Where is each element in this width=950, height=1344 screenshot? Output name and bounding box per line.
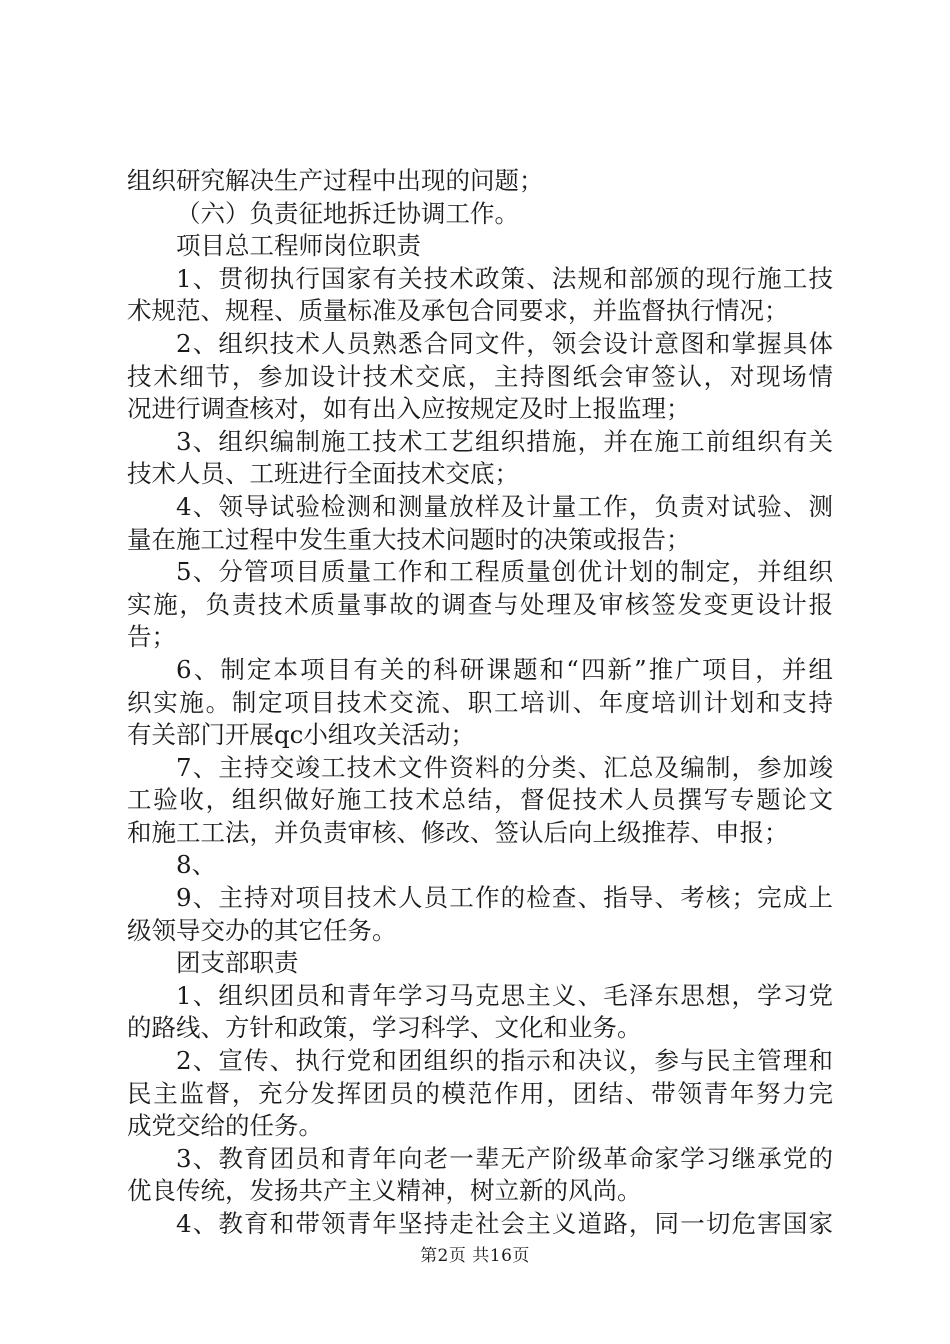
text-line: 2、组织技术人员熟悉合同文件，领会设计意图和掌握具体 (176, 328, 833, 358)
text-line: 术规范、规程、质量标准及承包合同要求，并监督执行情况； (127, 296, 789, 326)
document-body (127, 165, 833, 1241)
text-line: 1、贯彻执行国家有关技术政策、法规和部颁的现行施工技 (176, 263, 833, 293)
text-line: 7、主持交竣工技术文件资料的分类、汇总及编制，参加竣 (176, 752, 833, 782)
text-line: 3、教育团员和青年向老一辈无产阶级革命家学习继承党的 (176, 1143, 833, 1173)
text-line: 级领导交办的其它任务。 (127, 915, 397, 945)
text-line: 织实施。制定项目技术交流、职工培训、年度培训计划和支持 (127, 687, 833, 717)
text-line: 组织研究解决生产过程中出现的问题； (127, 166, 544, 195)
text-line: 和施工工法，并负责审核、修改、签认后向上级推荐、申报； (127, 817, 789, 847)
text-line: 2、宣传、执行党和团组织的指示和决议，参与民主管理和 (176, 1046, 833, 1076)
text-line: 8、 (176, 850, 217, 880)
text-line: 优良传统，发扬共产主义精神，树立新的风尚。 (127, 1176, 642, 1206)
text-line: 告； (127, 622, 176, 652)
text-line: 民主监督，充分发挥团员的模范作用，团结、带领青年努力完 (127, 1078, 833, 1108)
text-line: 量在施工过程中发生重大技术问题时的决策或报告； (127, 524, 691, 554)
text-line: 况进行调查核对，如有出入应按规定及时上报监理； (127, 394, 691, 424)
text-line: 5、分管项目质量工作和工程质量创优计划的制定，并组织 (176, 557, 833, 587)
page-number-footer: 第2页 共16页 (420, 1246, 530, 1266)
text-line: 成党交给的任务。 (127, 1111, 323, 1141)
text-line: 项目总工程师岗位职责 (176, 231, 421, 261)
text-line: 3、组织编制施工技术工艺组织措施，并在施工前组织有关 (176, 426, 833, 456)
text-line: 团支部职责 (176, 948, 299, 978)
text-line: 实施，负责技术质量事故的调查与处理及审核签发变更设计报 (127, 589, 833, 619)
text-line: 9、主持对项目技术人员工作的检查、指导、考核；完成上 (176, 883, 833, 913)
text-line: 有关部门开展qc小组攻关活动； (127, 720, 475, 750)
text-line: （六）负责征地拆迁协调工作。 (176, 198, 519, 228)
text-line: 4、教育和带领青年坚持走社会主义道路，同一切危害国家 (176, 1209, 833, 1238)
text-line: 6、制定本项目有关的科研课题和“四新”推广项目，并组 (176, 654, 833, 684)
text-line: 4、领导试验检测和测量放样及计量工作，负责对试验、测 (176, 491, 833, 521)
text-line: 技术人员、工班进行全面技术交底； (127, 459, 519, 489)
text-line: 工验收，组织做好施工技术总结，督促技术人员撰写专题论文 (127, 785, 833, 815)
text-line: 1、组织团员和青年学习马克思主义、毛泽东思想，学习党 (176, 980, 833, 1010)
text-line: 的路线、方针和政策，学习科学、文化和业务。 (127, 1013, 642, 1043)
text-line: 技术细节，参加设计技术交底，主持图纸会审签认，对现场情 (127, 361, 833, 391)
